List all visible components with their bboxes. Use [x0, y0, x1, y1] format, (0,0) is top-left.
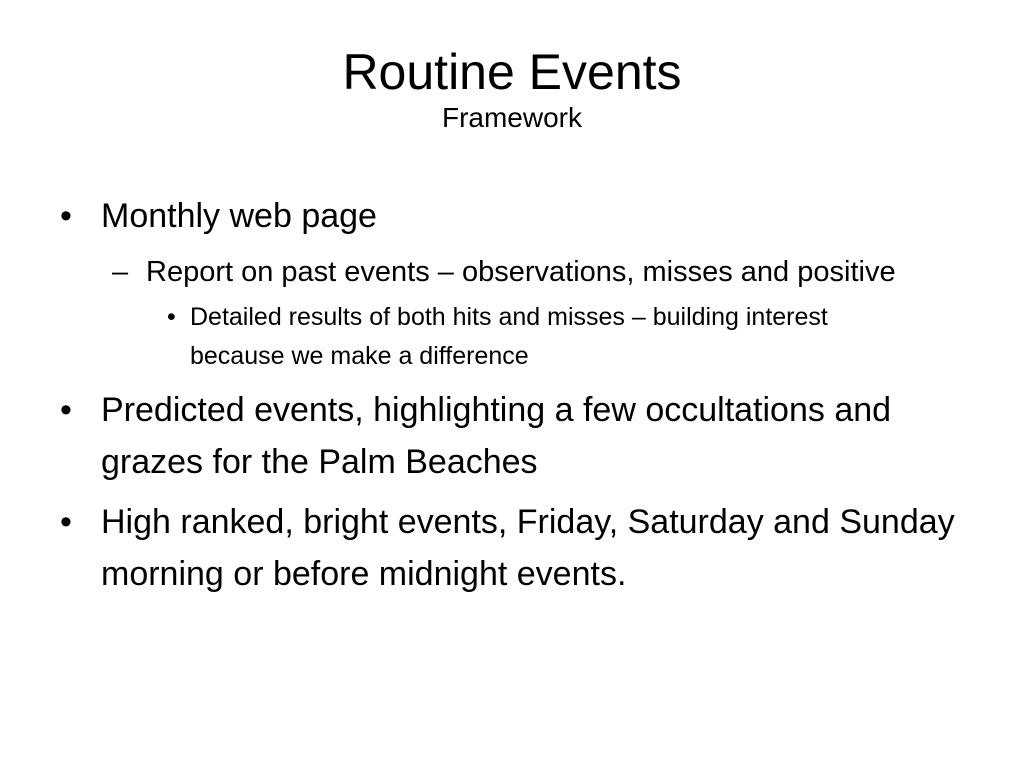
bullet-text: High ranked, bright events, Friday, Saturday and Sunday morning or before midnight events.	[101, 503, 955, 593]
bullet-text: Monthly web page	[101, 197, 377, 235]
sub-bullet-text: Report on past events – observations, misses and positive	[146, 256, 896, 288]
bullet-dot: •	[60, 197, 72, 235]
bullet-dot-small: •	[167, 303, 176, 331]
slide-body	[60, 190, 960, 608]
sub-sub-bullet-text: Detailed results of both hits and misses – building interest because we make a difference	[190, 303, 828, 370]
title-block	[0, 42, 1024, 134]
bullet-predicted-events	[60, 384, 960, 488]
bullet-high-ranked-events	[60, 496, 960, 600]
slide-title: Routine Events	[342, 44, 682, 100]
sub-sub-bullet-detailed-results	[60, 298, 890, 376]
bullet-dot: •	[60, 503, 72, 541]
slide-subtitle: Framework	[441, 102, 582, 133]
sub-bullet-report-past-events	[60, 250, 926, 294]
bullet-text: Predicted events, highlighting a few occultations and grazes for the Palm Beaches	[101, 391, 892, 481]
bullet-monthly-web-page	[60, 190, 960, 242]
bullet-dash: –	[112, 256, 129, 288]
bullet-dot: •	[60, 391, 72, 429]
